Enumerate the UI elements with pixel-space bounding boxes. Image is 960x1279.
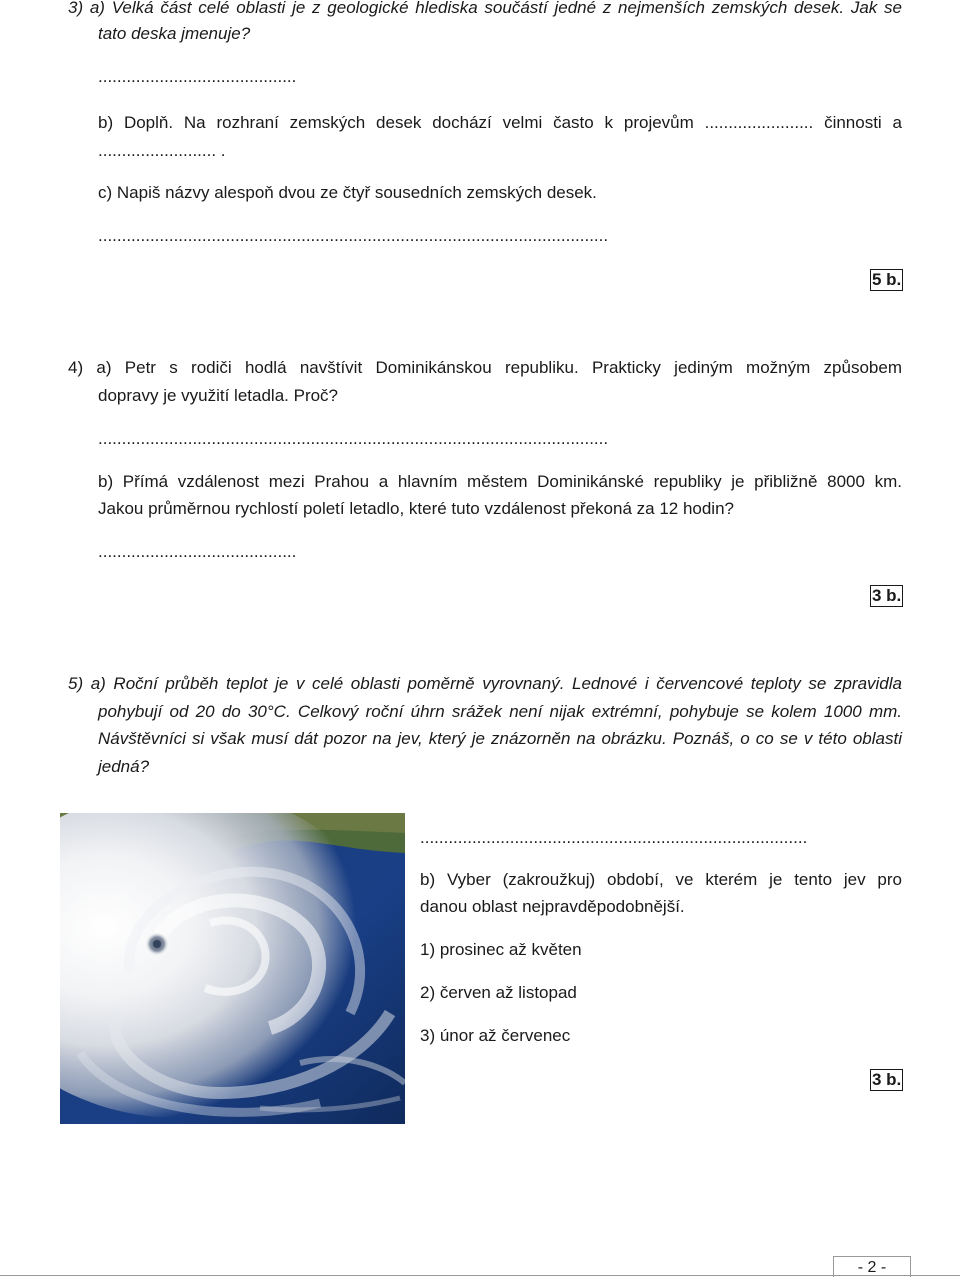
q5-b-line1: b) Vyber (zakroužkuj) období, ve kterém je tento jev pro <box>420 870 902 889</box>
q5-option-3[interactable]: 3) únor až červenec <box>420 1026 571 1045</box>
q4-b-answer-blank[interactable]: .......................................... <box>98 542 297 561</box>
q5-a-line3: Návštěvníci si však musí dát pozor na jev, který je znázorněn na obrázku. Poznáš, o co se v této oblasti <box>98 729 902 748</box>
q5-a-line1: 5) a) Roční průběh teplot je v celé oblasti poměrně vyrovnaný. Lednové i červencové teploty se zpravidla <box>68 674 902 693</box>
q5-a-line2: pohybují od 20 do 30°C. Celkový roční úhrn srážek není nijak extrémní, pohybuje se kolem 1000 mm. <box>98 702 902 721</box>
hurricane-satellite-photo <box>60 813 405 1124</box>
q3-points-badge: 5 b. <box>872 270 902 289</box>
q3-a-line2: tato deska jmenuje? <box>98 24 251 43</box>
q4-a-answer-blank[interactable]: ............................................................................................................ <box>98 429 609 448</box>
q5-a-answer-blank[interactable]: .................................................................................. <box>420 828 808 847</box>
page-number: - 2 - <box>833 1256 911 1277</box>
q5-a-line4: jedná? <box>98 757 150 776</box>
q4-a-line2: dopravy je využití letadla. Proč? <box>98 386 339 405</box>
q4-a-line1: 4) a) Petr s rodiči hodlá navštívit Dominikánskou republiku. Prakticky jediným možným způsobem <box>68 358 902 377</box>
q4-b-line2: Jakou průměrnou rychlostí poletí letadlo, které tuto vzdálenost překoná za 12 hodin? <box>98 499 734 518</box>
q5-b-line2: danou oblast nejpravděpodobnější. <box>420 897 685 916</box>
q3-b-line2[interactable]: ......................... . <box>98 141 226 160</box>
q4-b-line1: b) Přímá vzdálenost mezi Prahou a hlavním městem Dominikánské republiky je přibližně 8000 km. <box>98 472 902 491</box>
q5-option-1[interactable]: 1) prosinec až květen <box>420 940 582 959</box>
q3-a-answer-blank[interactable]: .......................................... <box>98 67 297 86</box>
q3-c-line: c) Napiš názvy alespoň dvou ze čtyř sousedních zemských desek. <box>98 183 597 202</box>
q5-option-2[interactable]: 2) červen až listopad <box>420 983 577 1002</box>
q3-c-answer-blank[interactable]: ............................................................................................................ <box>98 226 609 245</box>
q5-points-badge: 3 b. <box>872 1070 902 1089</box>
q4-points-badge: 3 b. <box>872 586 902 605</box>
q3-b-line1: b) Doplň. Na rozhraní zemských desek dochází velmi často k projevům ....................... činnosti a <box>98 113 902 132</box>
q3-a-line1: 3) a) Velká část celé oblasti je z geologické hlediska součástí jedné z nejmenších zemských desek. Jak se <box>68 0 902 17</box>
